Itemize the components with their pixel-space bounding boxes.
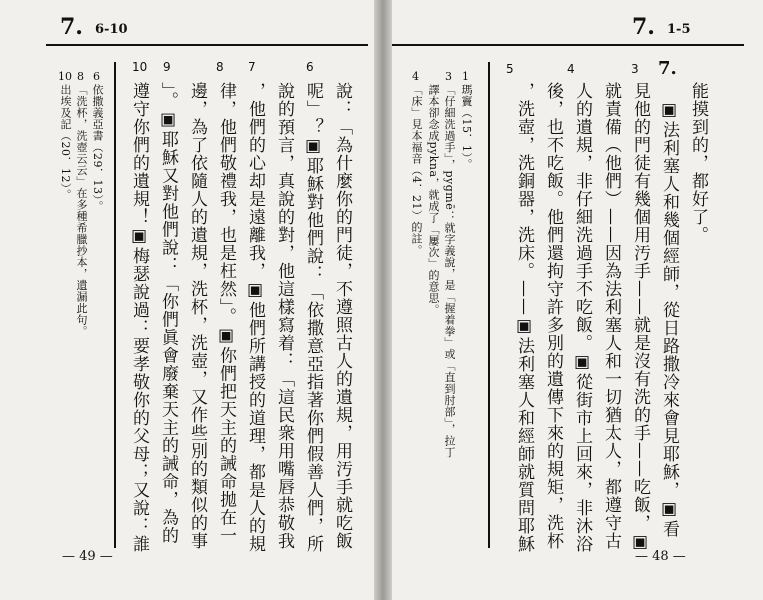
- left-text-column: 遵守你們的遺規！▣梅瑟說過：要孝敬你的父母；又說：誰: [129, 82, 149, 553]
- left-line-number: 6: [306, 60, 314, 74]
- right-text-column: 就責備（他們）——因為法利塞人和一切猶太人，都遵守古: [601, 82, 621, 550]
- right-page: [392, 0, 763, 600]
- right-text-column: 後，也不吃飯。他們還拘守許多別的遺傳下來的規矩，洗杯: [543, 82, 563, 550]
- left-footnote: 依撒義亞書（29．13）。: [91, 84, 104, 212]
- book-gutter: [374, 0, 392, 600]
- right-header-number: 7.: [632, 14, 655, 40]
- left-text-column: 邊，為了依隨人的遺規，洗杯，洗壺，又作些別的類似的事: [187, 82, 207, 550]
- left-header-number: 7.: [60, 14, 83, 40]
- left-text-column: 律，他們敬禮我，也是枉然」。▣你們把天主的誡命拋在一: [216, 82, 236, 545]
- left-header-rule: [46, 44, 368, 46]
- left-footnote-number: 6: [93, 70, 100, 83]
- right-text-column: 見他的門徒有幾個用汚手——就是沒有洗的手——吃飯，▣: [630, 82, 650, 553]
- right-text-column: ，洗壺，洗銅器，洗床。——▣法利塞人和經師就質問耶穌: [514, 82, 534, 553]
- left-footnote-divider: [114, 62, 116, 548]
- left-page-number: — 49 —: [62, 549, 113, 564]
- right-header-range: 1-5: [667, 22, 691, 37]
- left-text-column: 」。▣耶穌又對他們說：「你們眞會廢棄天主的誡命，為的: [158, 82, 178, 545]
- right-footnote-number: 3: [445, 70, 452, 83]
- left-footnote-number: 10: [58, 70, 72, 83]
- left-text-column: 說：「為什麼你的門徒，不遵照古人的遺規，用汚手就吃飯: [332, 82, 352, 550]
- right-footnote-number: 1: [462, 70, 469, 83]
- right-text-column: 能摸到的，都好了。: [688, 82, 708, 244]
- left-line-number: 9: [163, 60, 171, 74]
- chapter-mark: 7.: [658, 58, 677, 79]
- right-footnote: 「床」見本福音（4．21）的註。: [410, 84, 423, 256]
- right-footnote: 瑪竇（15．1）。: [460, 84, 473, 170]
- left-page: [0, 0, 374, 600]
- left-text-column: ，他們的心却是遠離我，▣他們所講授的道理，都是人的規: [245, 82, 265, 553]
- right-footnote: 「仔細洗過手」，pygmē：就字義說，是「握着拳」或「直到肘部」，拉丁: [443, 84, 456, 458]
- left-text-column: 說的預言，真說的對，他這樣寫着：「這民衆用嘴唇恭敬我: [274, 82, 294, 550]
- left-text-column: 呢」？▣耶穌對他們說：「依撒意亞指著你們假善人們，所: [303, 82, 323, 553]
- right-footnote-divider: [488, 62, 490, 548]
- right-line-number: 5: [506, 62, 514, 76]
- right-text-column: ▣法利塞人和幾個經師，從日路撒冷來會見耶穌，▣看: [659, 100, 679, 538]
- right-text-column: 人的遺規，非仔細洗過手不吃飯。▣從街市上回來，非沐浴: [572, 82, 592, 553]
- left-header-range: 6-10: [95, 22, 128, 37]
- left-line-number: 10: [132, 60, 148, 74]
- right-footnote: 譯本卻念成pykna，就成了「屢次」的意思。: [427, 84, 440, 316]
- right-page-number: — 48 —: [635, 549, 686, 564]
- left-footnote-number: 8: [77, 70, 84, 83]
- left-line-number: 7: [248, 60, 256, 74]
- right-header-rule: [392, 44, 744, 46]
- right-line-number: 3: [631, 62, 639, 76]
- right-footnote-number: 4: [412, 70, 419, 83]
- left-line-number: 8: [216, 60, 224, 74]
- right-line-number: 4: [567, 62, 575, 76]
- left-footnote: 「洗杯，洗壺云云」在多種希臘抄本，遺漏此句。: [75, 84, 88, 337]
- left-footnote: 出埃及記（20．12）。: [59, 84, 72, 201]
